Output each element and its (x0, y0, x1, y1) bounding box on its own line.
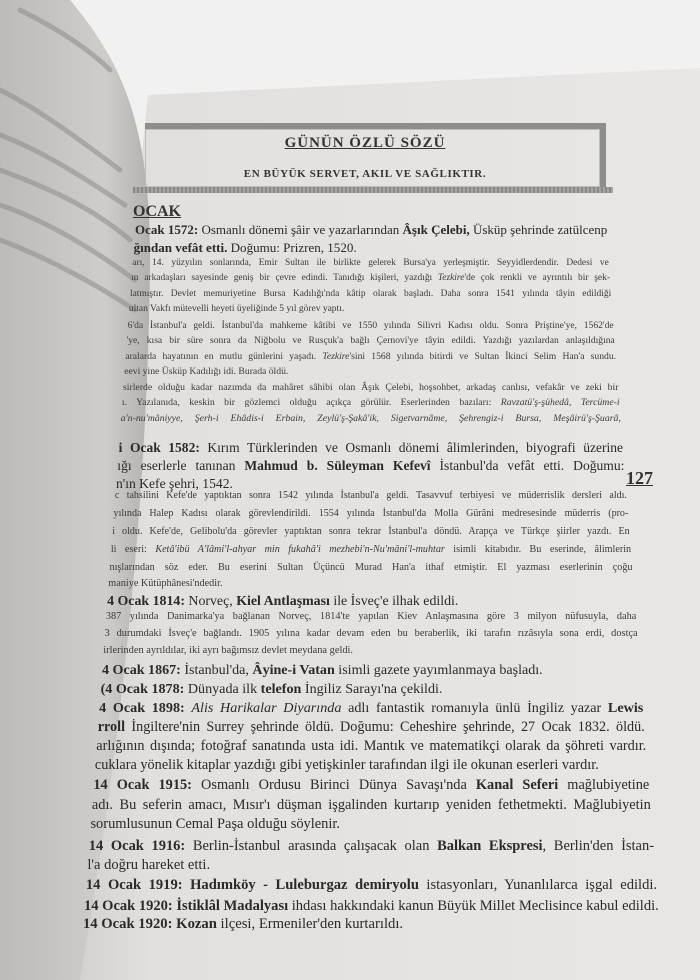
entry-line (96, 738, 646, 755)
entry-line (107, 594, 635, 610)
text-segment: Üsküp şehrinde zatülcenp (469, 222, 608, 237)
entry-line (87, 857, 655, 874)
entry-line (98, 719, 645, 736)
quote-box-title: GÜNÜN ÖZLÜ SÖZÜ (284, 135, 446, 151)
text-segment: , Berlin'den İstan- (542, 838, 655, 854)
entry-line (89, 838, 654, 855)
text-segment: İstanbul'da, (180, 662, 253, 678)
text-segment: l'a doğru hareket etti. (87, 857, 211, 873)
bold-text: 4 Ocak 1814: (107, 594, 185, 609)
text-segment: Norveç, (184, 594, 237, 609)
text-segment: nışlarından söz eder. Bu eserini Sultan Üçüncü Murad Han'a ithaf etmiştir. El yazması eserlerinin çoğu (109, 562, 633, 573)
text-segment: 'ye, kısa bir süre sonra da Niğbolu ve Rusçuk'a bağlı Çernovi'ye tâyin edildi. Yazdığı yazılardan anlaşıldığına (126, 335, 615, 346)
text-segment: İngiliz Sarayı'na çekildi. (301, 681, 443, 697)
bold-text: 14 Ocak 1916: (88, 838, 186, 854)
entry-line (134, 240, 608, 256)
entry-line (86, 877, 657, 894)
entry-line (84, 898, 659, 915)
entry-line (119, 440, 623, 456)
note-line (127, 335, 615, 346)
text-segment: Osmanlı dönemi şâir ve yazarlarından (198, 222, 403, 237)
text-segment: adlı fantastik romanıyla ünlü İngiliz yazar (341, 700, 608, 716)
entry-line (90, 816, 652, 833)
note-line (108, 578, 633, 589)
text-segment: ın arkadaşları sayesinde geniş bir çevre edindi. Tanıdığı kişileri, yazdığı (131, 273, 438, 283)
entry-line (117, 458, 624, 474)
bold-text: ğından vefât etti. (133, 240, 228, 255)
bold-text: Balkan Ekspresi (437, 838, 543, 854)
text-segment: 6'da İstanbul'a geldi. İstanbul'da mahkeme kâtibi ve 1550 yılında Silivri Kadısı oldu. Sonra Priştine'ye, 1562'de (127, 320, 614, 331)
text-segment: ultan Vakfı mütevelli heyeti üyeliğinde 5 yıl görev yaptı. (128, 304, 345, 314)
bold-text: Kanal Seferi (475, 777, 559, 793)
entry-line (99, 700, 643, 717)
bold-text: Kiel Antlaşması (236, 594, 330, 609)
text-segment: İngiltere'nin Surrey şehrinde öldü. Doğumu: Ceheshire şehrinde, 27 Ocak 1832. öldü. (125, 719, 645, 735)
bold-text: telefon (260, 681, 302, 697)
italic-text: Tezkire (322, 351, 350, 362)
text-segment: sirlerde olduğu kadar nazımda da mahâret sâhibi olan Âşık Çelebi, hoşsohbet, arkadaş canlısı, vefakâr ve zeki bir (123, 382, 619, 393)
note-line (121, 413, 621, 424)
note-line (111, 544, 631, 555)
entry-line (95, 757, 648, 774)
bold-text: i Ocak 1582: (118, 440, 200, 455)
text-segment: aralarda hayatının en mutlu günlerini yaşadı. (125, 351, 323, 362)
bold-text: Lewis (607, 700, 644, 716)
italic-text: Tezkire (437, 273, 465, 283)
note-line (114, 508, 629, 519)
text-segment: isimli kitabıdır. Bu eserinde, âlimlerin (444, 544, 632, 555)
note-line (131, 273, 610, 283)
bold-text: 14 Ocak 1920: Kozan (82, 916, 217, 932)
bold-text: 14 Ocak 1915: (93, 777, 192, 793)
text-segment: 'sini 1568 yılında bitirdi ve Sultan İkinci Selim Han'a sundu. (349, 351, 617, 362)
italic-text: Ravzatü'ş-şühedâ, Tercüme-i (500, 397, 620, 408)
bold-text: Mahmud b. Süleyman Kefevî (244, 458, 431, 473)
quote-of-the-day-box (145, 123, 606, 193)
text-segment: mağlubiyetine (558, 777, 650, 793)
text-segment: adı. Bu seferin amacı, Mısır'ı düşman işgalinden kurtarıp yeniden fethetmekti. Mağlubiyetin (91, 797, 651, 813)
text-segment: irlerinden ayrıldılar, iki ayrı bağımsız devlet meydana geldi. (103, 645, 354, 656)
text-segment: arlığının dışında; fotoğraf sanatında usta idi. Mantık ve matematikçi olarak da şöhreti vardır. (96, 738, 647, 754)
italic-text: Ketâ'ibü A'lâmi'l-ahyar min fukahâ'i mezhebi'n-Nu'mâni'l-muhtar (155, 544, 445, 555)
text-segment: ilçesi, Ermeniler'den kurtarıldı. (216, 916, 404, 932)
box-bottom-border (133, 187, 613, 193)
text-segment: Dünyada ilk (184, 681, 261, 697)
note-line (129, 304, 613, 314)
entry-line (101, 681, 642, 698)
text-segment: maniye Kütüphânesi'ndedir. (108, 578, 223, 589)
entry-line (135, 222, 606, 238)
text-segment: isimli gazete yayımlanmaya başladı. (334, 662, 543, 678)
bold-text: Âyine-i Vatan (252, 662, 335, 678)
note-line (128, 320, 614, 331)
text-segment: sorumlusunun Cemal Paşa olduğu söylenir. (90, 816, 341, 832)
text-segment: latmıştır. Devlet memuriyetine Bursa Kadılığı'nda kâtip olarak başladı. Daha sonra 1541 yılında tâyin edildiği (129, 289, 612, 299)
entry-line (93, 777, 649, 794)
text-segment: n'ın Kefe şehri, 1542. (115, 476, 233, 491)
entry-line (102, 662, 640, 679)
note-line (122, 397, 620, 408)
text-segment: c tahsilini Kefe'de yaptıktan sonra 1542 yılında İstanbul'a geldi. Tasavvuf terbiyesi ve müderrislik dersleri aldı. (114, 490, 627, 501)
bold-text: (4 Ocak 1878: (100, 681, 185, 697)
text-segment: Kırım Türklerinden ve Osmanlı dönemi âlimlerinden, biyografi üzerine (199, 440, 623, 455)
text-segment: arı, 14. yüzyılın sonlarında, Emir Sultan ile birlikte gelerek Bursa'ya yerleşmiştir. Seyyidlerdendir. Dedesi ve (132, 258, 609, 268)
text-segment: ı. Yazılanıda, keskin bir gözlemci olduğu açıkça görülür. Eserlerinden bazıları: (121, 397, 501, 408)
note-line (112, 526, 630, 537)
page-number: 127 (626, 468, 653, 488)
bold-text: Âşık Çelebi, (402, 222, 470, 237)
note-line (132, 258, 609, 268)
text-segment: İstanbul'da vefât etti. Doğumu: (430, 458, 625, 473)
text-segment: eevi yine Üsküp Kadılığı idi. Burada öldü. (124, 366, 289, 377)
bold-text: 4 Ocak 1898: (99, 700, 185, 716)
note-line (105, 628, 638, 639)
italic-text: a'n-nu'mâniyye, Şerh-i Ehâdis-i Erbain, Zeylü'ş-Şakâ'ik, Sigetvarnâme, Şehrengiz-i Bursa, Meşâirü'ş-Şuarâ, (120, 413, 621, 424)
text-segment: yılında Halep Kadısı olarak görevlendirildi. 1554 yılında İstanbul'da Molla Gürâni medresesinde müderris (pro- (113, 508, 629, 519)
note-line (115, 490, 627, 501)
text-segment: Osmanlı Ordusu Birinci Dünya Savaşı'nda (191, 777, 476, 793)
bold-text: 14 Ocak 1920: İstiklâl Madalyası (84, 898, 289, 914)
note-line (123, 382, 618, 393)
quote-text: EN BÜYÜK SERVET, AKIL VE SAĞLIKTIR. (243, 168, 487, 180)
note-line (103, 645, 639, 656)
text-segment: 3 durumdaki İsveç'e bağlandı. 1905 yılına kadar devam eden bu beraberlik, iki tarafın rızâsıyla sona erdi, dostça (104, 628, 638, 639)
bold-text: rroll (97, 719, 126, 735)
text-segment: ığı eserlerle tanınan (117, 458, 245, 473)
text-segment: ile İsveç'e ilhak edildi. (329, 594, 459, 609)
text-segment: 387 yılında Danimarka'ya bağlanan Norveç, 1814'te yapılan Kiev Anlaşmasına göre 3 milyon nüfusuyla, daha (105, 611, 637, 622)
note-line (110, 562, 633, 573)
text-segment: li eseri: (110, 544, 156, 555)
note-line (124, 366, 617, 377)
entry-line (83, 916, 660, 933)
text-segment: Doğumu: Prizren, 1520. (227, 240, 357, 255)
bold-text: 4 Ocak 1867: (102, 662, 181, 678)
month-heading: OCAK (133, 203, 181, 220)
bold-text: Ocak 1572: (135, 222, 199, 237)
note-line (106, 611, 637, 622)
note-line (130, 289, 611, 299)
note-line (125, 351, 616, 362)
italic-text: Alis Harikalar Diyarında (191, 700, 342, 716)
entry-line (92, 797, 651, 814)
text-segment: istasyonları, Yunanlılarca işgal edildi. (418, 877, 658, 893)
text-segment: Berlin-İstanbul arasında çalışacak olan (185, 838, 438, 854)
bold-text: 14 Ocak 1919: Hadımköy - Luleburgaz demiryolu (85, 877, 419, 893)
text-segment: cuklara yönelik kitaplar yazdığı gibi yetişkinler tarafından ilgi ile okunan eserleri vardır. (94, 757, 599, 773)
text-segment: ihdası hakkındaki kanun Büyük Millet Meclisince kabul edildi. (288, 898, 660, 914)
text-segment: 'de çok renkli ve ayrıntılı bir şek- (464, 273, 610, 283)
text-segment: i oldu. Kefe'de, Gelibolu'da görevler yaptıktan sonra tekrar İstanbul'a döndü. Arapça ve Türkçe şiirler yazdı. En (112, 526, 630, 537)
